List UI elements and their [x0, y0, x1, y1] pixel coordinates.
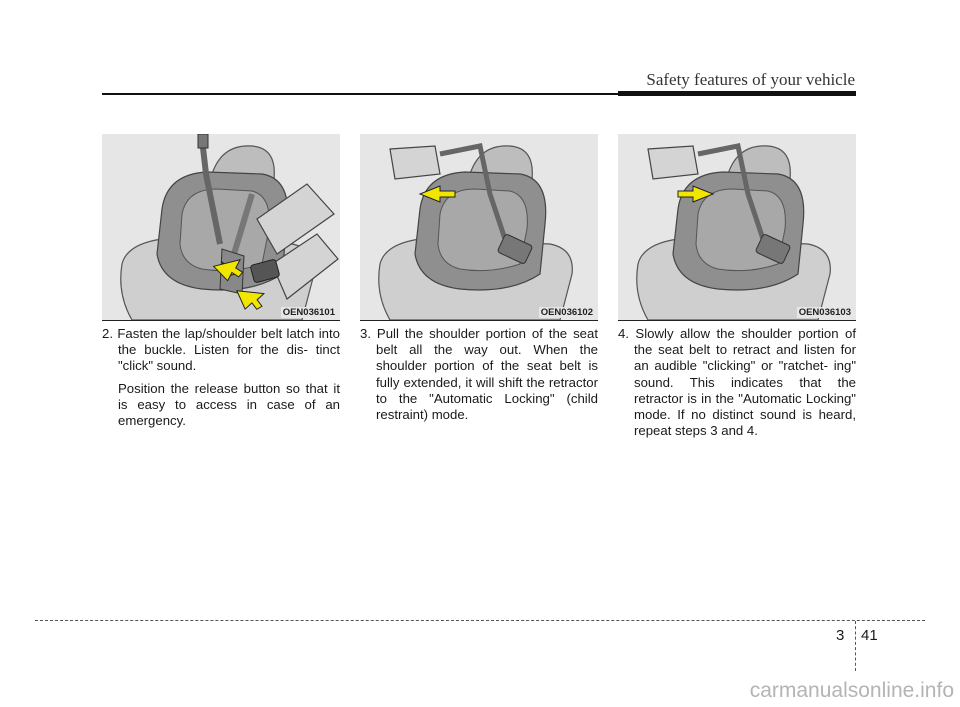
figure-code: OEN036103 [798, 307, 851, 318]
child-seat-illustration [360, 134, 598, 320]
footer-rule [35, 620, 925, 621]
figure-bottom-rule [360, 320, 598, 321]
figure-retract-belt [618, 134, 856, 320]
watermark: carmanualsonline.info [749, 679, 954, 702]
step-3-text: 3. Pull the shoulder portion of the seat belt all the way out. When the shoulder portion of the seat belt is fully extended, it will shift the retractor to the "Automatic Locking" (child restraint) mode. [360, 326, 598, 423]
child-seat-illustration [618, 134, 856, 320]
page-number: 41 [861, 627, 878, 644]
child-seat-illustration [102, 134, 340, 320]
figure-code: OEN036101 [282, 307, 335, 318]
step-4-column [618, 326, 856, 445]
figure-pull-belt [360, 134, 598, 320]
figure-bottom-rule [618, 320, 856, 321]
step-4-text: 4. Slowly allow the shoulder portion of the seat belt to retract and listen for an audible "clicking" or "ratchet- ing" sound. This indicates that the retractor is in the "Automatic Locking" mode. If no distinct sound is heard, repeat steps 3 and 4. [618, 326, 856, 439]
figure-bottom-rule [102, 320, 340, 321]
figure-code: OEN036102 [540, 307, 593, 318]
step-2-text: 2. Fasten the lap/shoulder belt latch into the buckle. Listen for the dis- tinct "click" sound. [102, 326, 340, 374]
step-2-note: Position the release button so that it is easy to access in case of an emergency. [118, 380, 340, 429]
step-2-column [102, 326, 340, 435]
footer-divider [855, 621, 856, 671]
figure-buckle-latch [102, 134, 340, 320]
header-rule-accent [618, 91, 856, 96]
chapter-number: 3 [836, 627, 845, 644]
header-title: Safety features of your vehicle [646, 70, 855, 89]
step-3-column [360, 326, 598, 429]
